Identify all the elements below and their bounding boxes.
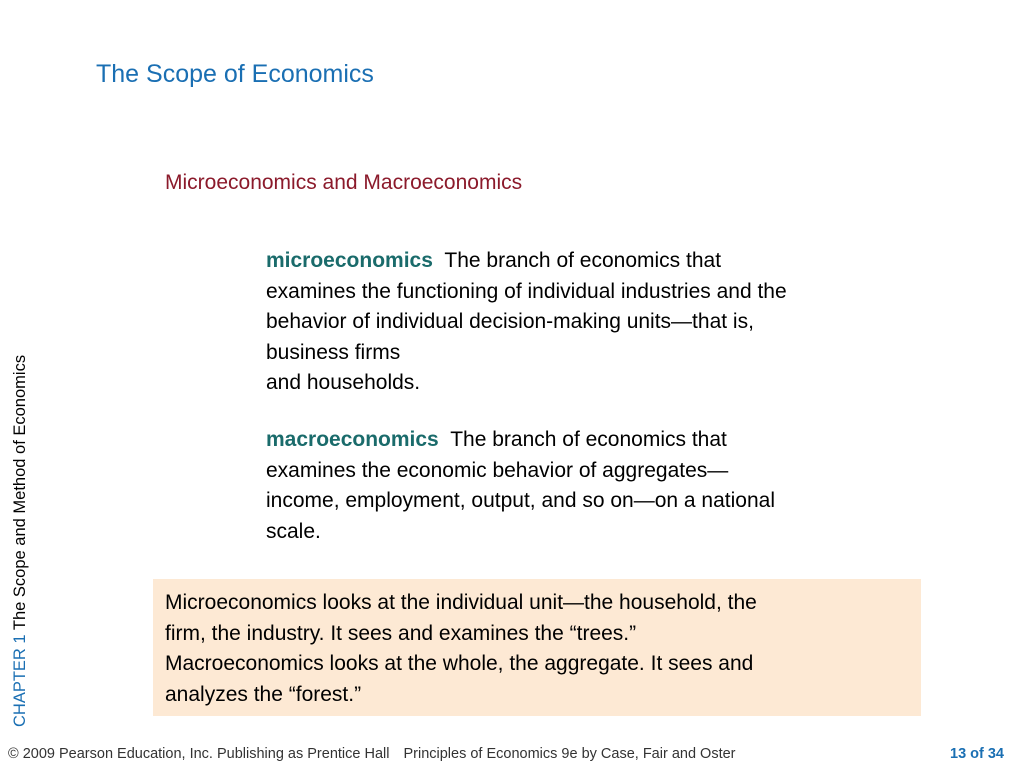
- footer-book-title: Principles of Economics 9e by Case, Fair and Oster: [403, 746, 736, 762]
- definition-term: macroeconomics: [266, 428, 439, 451]
- definition-first-line: [266, 425, 916, 456]
- chapter-number: CHAPTER 1: [11, 634, 29, 727]
- note-text-line: Microeconomics looks at the individual unit—the household, the: [165, 591, 757, 614]
- summary-note-box: [153, 579, 921, 716]
- definition-text-line: The branch of economics that: [450, 428, 727, 451]
- definition-text-line: income, employment, output, and so on—on a national: [266, 489, 775, 512]
- page-number: 13 of 34: [950, 746, 1004, 762]
- chapter-title: The Scope and Method of Economics: [11, 354, 29, 631]
- definition-text-line: behavior of individual decision-making units—that is,: [266, 310, 754, 333]
- definition-text-line: and households.: [266, 371, 421, 394]
- note-text-line: firm, the industry. It sees and examines the “trees.”: [165, 621, 637, 645]
- definition-text-line: The branch of economics that: [444, 249, 722, 272]
- definition-macroeconomics: [266, 425, 916, 547]
- note-text-line: analyzes the “forest.”: [165, 682, 362, 706]
- definition-microeconomics: [266, 246, 916, 399]
- definition-text-line: examines the economic behavior of aggregates—: [266, 458, 729, 482]
- definition-text-line: business firms: [266, 340, 401, 364]
- note-text-line: Macroeconomics looks at the whole, the aggregate. It sees and: [165, 652, 754, 675]
- slide-subtitle: Microeconomics and Macroeconomics: [165, 171, 523, 194]
- footer-copyright: © 2009 Pearson Education, Inc. Publishing as Prentice Hall: [8, 746, 390, 762]
- footer: [8, 746, 736, 762]
- definition-first-line: [266, 246, 916, 277]
- definition-text-line: examines the functioning of individual industries and the: [266, 279, 787, 303]
- definition-term: microeconomics: [266, 249, 433, 272]
- chapter-side-label: [8, 355, 32, 727]
- definition-text-line: scale.: [266, 519, 321, 543]
- slide-title: The Scope of Economics: [96, 60, 374, 88]
